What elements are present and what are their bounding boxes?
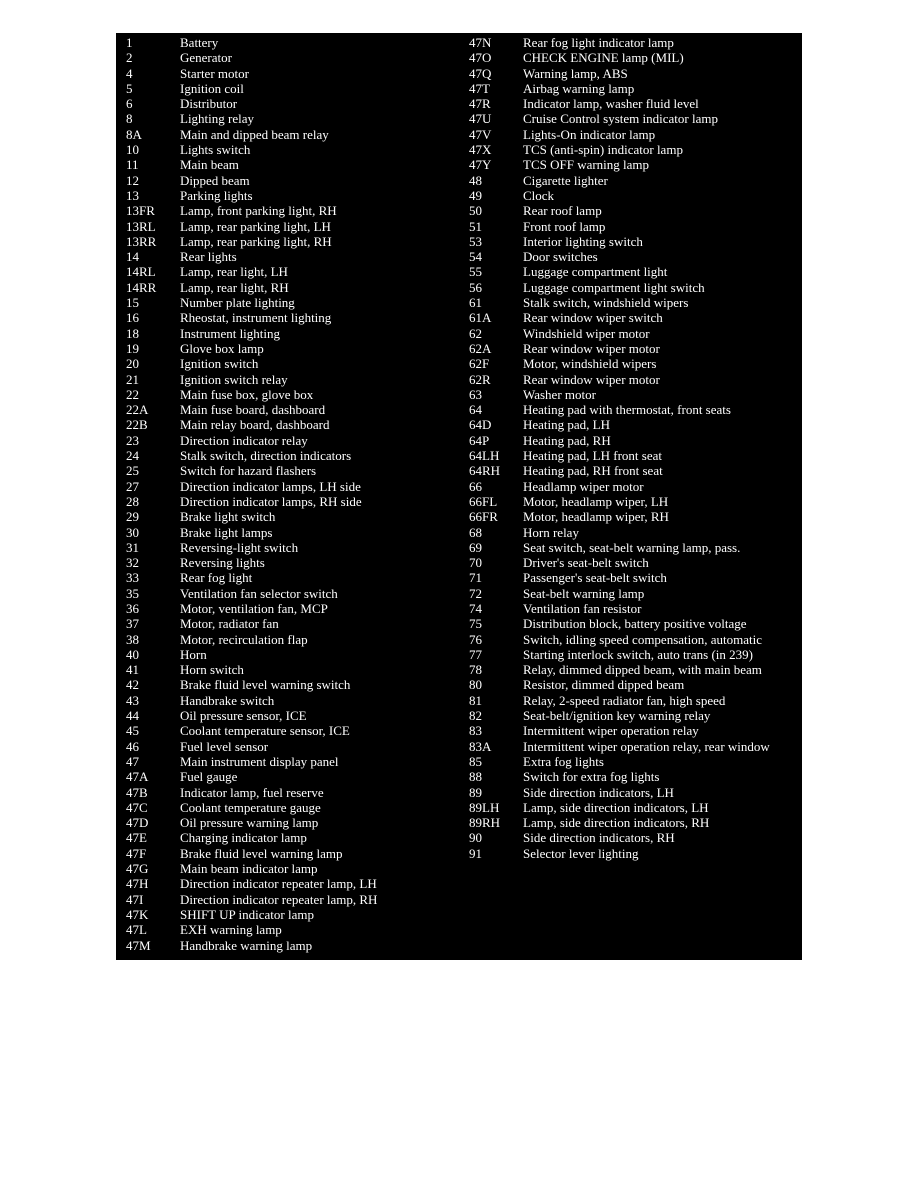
component-number: 64P bbox=[469, 432, 490, 448]
component-description: Parking lights bbox=[180, 187, 253, 203]
component-number: 41 bbox=[126, 662, 139, 678]
component-description: Rear fog light indicator lamp bbox=[523, 35, 674, 50]
component-description: SHIFT UP indicator lamp bbox=[180, 906, 314, 922]
component-description: Intermittent wiper operation relay bbox=[523, 723, 699, 739]
component-number: 77 bbox=[469, 646, 482, 662]
component-number: 47U bbox=[469, 111, 492, 127]
component-description: Rear window wiper switch bbox=[523, 310, 663, 326]
component-description: Motor, recirculation flap bbox=[180, 631, 308, 647]
component-description: Fuel level sensor bbox=[180, 738, 269, 754]
component-number: 14 bbox=[126, 249, 139, 265]
component-number: 22 bbox=[126, 386, 139, 402]
component-number: 12 bbox=[126, 172, 139, 188]
component-description: Distribution block, battery positive voltage bbox=[523, 616, 747, 632]
component-number: 47G bbox=[126, 861, 149, 877]
component-number: 30 bbox=[126, 524, 139, 540]
component-description: Direction indicator repeater lamp, LH bbox=[180, 876, 377, 892]
component-number: 6 bbox=[126, 96, 133, 112]
component-description: Handbrake warning lamp bbox=[180, 937, 313, 953]
component-number: 28 bbox=[126, 493, 139, 509]
component-description: Coolant temperature sensor, ICE bbox=[180, 723, 350, 739]
component-description: CHECK ENGINE lamp (MIL) bbox=[523, 50, 684, 66]
component-number: 13 bbox=[126, 187, 139, 203]
component-number: 14RR bbox=[126, 279, 157, 295]
component-description: Direction indicator relay bbox=[180, 432, 308, 448]
component-description: Cigarette lighter bbox=[523, 172, 608, 188]
component-description: Seat switch, seat-belt warning lamp, pass. bbox=[523, 539, 741, 555]
component-number: 47T bbox=[469, 80, 490, 96]
component-number: 22A bbox=[126, 402, 149, 418]
component-description: Main fuse box, glove box bbox=[180, 386, 314, 402]
component-description: Number plate lighting bbox=[180, 295, 295, 311]
component-number: 88 bbox=[469, 769, 482, 785]
component-description: Heating pad, RH front seat bbox=[523, 463, 663, 479]
component-description: Switch, idling speed compensation, automatic bbox=[523, 631, 763, 647]
component-number: 47O bbox=[469, 50, 492, 66]
component-description: Airbag warning lamp bbox=[523, 80, 635, 96]
component-number: 47F bbox=[126, 845, 147, 861]
component-description: Lamp, side direction indicators, LH bbox=[523, 799, 709, 815]
component-description: Distributor bbox=[180, 96, 238, 112]
component-description: Lights-On indicator lamp bbox=[523, 126, 656, 142]
component-number: 63 bbox=[469, 386, 482, 402]
component-description: TCS OFF warning lamp bbox=[523, 157, 650, 173]
component-number: 47B bbox=[126, 784, 148, 800]
component-number: 13FR bbox=[126, 203, 155, 219]
component-number: 4 bbox=[126, 65, 133, 81]
component-description: Front roof lamp bbox=[523, 218, 606, 234]
component-description: Horn switch bbox=[180, 662, 244, 678]
component-description: Lights switch bbox=[180, 142, 251, 158]
component-number: 82 bbox=[469, 708, 482, 724]
component-description: Starting interlock switch, auto trans (in 239) bbox=[523, 646, 753, 662]
component-description: Motor, headlamp wiper, LH bbox=[523, 493, 669, 509]
component-description: Motor, windshield wipers bbox=[523, 356, 657, 372]
component-number: 76 bbox=[469, 631, 482, 647]
component-description: Oil pressure sensor, ICE bbox=[180, 708, 307, 724]
component-description: Side direction indicators, LH bbox=[523, 784, 674, 800]
component-number: 27 bbox=[126, 478, 139, 494]
component-number: 47X bbox=[469, 142, 492, 158]
component-number: 80 bbox=[469, 677, 482, 693]
component-description: Brake fluid level warning lamp bbox=[180, 845, 343, 861]
component-number: 48 bbox=[469, 172, 482, 188]
component-number: 8 bbox=[126, 111, 133, 127]
component-description: Main relay board, dashboard bbox=[180, 417, 330, 433]
component-description: Brake light switch bbox=[180, 509, 276, 525]
component-number: 47H bbox=[126, 876, 149, 892]
component-description: Brake fluid level warning switch bbox=[180, 677, 351, 693]
component-number: 42 bbox=[126, 677, 139, 693]
component-description: Direction indicator lamps, RH side bbox=[180, 493, 362, 509]
component-number: 72 bbox=[469, 585, 482, 601]
component-number: 81 bbox=[469, 692, 482, 708]
component-description: Extra fog lights bbox=[523, 753, 604, 769]
component-number: 47R bbox=[469, 96, 491, 112]
component-description: Intermittent wiper operation relay, rear window bbox=[523, 738, 770, 754]
component-number: 47A bbox=[126, 769, 149, 785]
component-description: Luggage compartment light switch bbox=[523, 279, 705, 295]
component-number: 40 bbox=[126, 646, 139, 662]
component-description: Generator bbox=[180, 50, 232, 66]
component-description: Rear roof lamp bbox=[523, 203, 602, 219]
component-number: 62 bbox=[469, 325, 482, 341]
component-number: 62F bbox=[469, 356, 490, 372]
component-number: 70 bbox=[469, 555, 482, 571]
component-number: 47 bbox=[126, 753, 139, 769]
component-description: Battery bbox=[180, 35, 219, 50]
component-number: 55 bbox=[469, 264, 482, 280]
component-description: Rheostat, instrument lighting bbox=[180, 310, 332, 326]
component-description: Dipped beam bbox=[180, 172, 250, 188]
component-description: Lamp, front parking light, RH bbox=[180, 203, 337, 219]
component-description: Main beam indicator lamp bbox=[180, 861, 318, 877]
component-description: Oil pressure warning lamp bbox=[180, 815, 319, 831]
component-number: 47C bbox=[126, 799, 148, 815]
component-number: 64LH bbox=[469, 448, 500, 464]
component-description: Brake light lamps bbox=[180, 524, 273, 540]
component-description: Charging indicator lamp bbox=[180, 830, 307, 846]
component-number: 38 bbox=[126, 631, 139, 647]
component-number: 66FL bbox=[469, 493, 498, 509]
component-number: 83 bbox=[469, 723, 482, 739]
component-description: Seat-belt/ignition key warning relay bbox=[523, 708, 711, 724]
component-description: Ignition switch relay bbox=[180, 371, 288, 387]
component-number: 44 bbox=[126, 708, 139, 724]
component-description: Motor, radiator fan bbox=[180, 616, 279, 632]
component-number: 29 bbox=[126, 509, 139, 525]
component-description: Rear window wiper motor bbox=[523, 340, 660, 356]
component-legend-table bbox=[116, 33, 802, 960]
component-description: Driver's seat-belt switch bbox=[523, 555, 649, 571]
component-description: Seat-belt warning lamp bbox=[523, 585, 645, 601]
component-number: 14RL bbox=[126, 264, 156, 280]
component-description: Stalk switch, windshield wipers bbox=[523, 295, 689, 311]
component-number: 47I bbox=[126, 891, 144, 907]
component-number: 16 bbox=[126, 310, 139, 326]
component-number: 19 bbox=[126, 340, 139, 356]
component-description: Switch for hazard flashers bbox=[180, 463, 317, 479]
component-number: 8A bbox=[126, 126, 142, 142]
component-number: 46 bbox=[126, 738, 139, 754]
component-description: Heating pad, LH bbox=[523, 417, 611, 433]
component-number: 89RH bbox=[469, 815, 501, 831]
component-description: Ventilation fan selector switch bbox=[180, 585, 338, 601]
component-description: Heating pad with thermostat, front seats bbox=[523, 402, 731, 418]
component-number: 5 bbox=[126, 80, 133, 96]
component-number: 85 bbox=[469, 753, 482, 769]
component-description: Lamp, rear light, RH bbox=[180, 279, 289, 295]
component-number: 66FR bbox=[469, 509, 498, 525]
component-description: Cruise Control system indicator lamp bbox=[523, 111, 718, 127]
component-description: Horn relay bbox=[523, 524, 579, 540]
component-number: 56 bbox=[469, 279, 482, 295]
component-description: Windshield wiper motor bbox=[523, 325, 650, 341]
component-number: 61A bbox=[469, 310, 492, 326]
component-number: 47Y bbox=[469, 157, 492, 173]
component-description: Rear fog light bbox=[180, 570, 253, 586]
component-description: Lamp, rear light, LH bbox=[180, 264, 288, 280]
component-number: 47Q bbox=[469, 65, 492, 81]
component-description: Main instrument display panel bbox=[180, 753, 339, 769]
component-number: 89LH bbox=[469, 799, 500, 815]
component-description: Clock bbox=[523, 187, 555, 203]
component-number: 53 bbox=[469, 233, 482, 249]
component-number: 24 bbox=[126, 448, 139, 464]
component-description: Relay, dimmed dipped beam, with main beam bbox=[523, 662, 762, 678]
component-number: 13RR bbox=[126, 233, 157, 249]
component-description: Ignition coil bbox=[180, 80, 244, 96]
component-number: 13RL bbox=[126, 218, 156, 234]
component-description: Door switches bbox=[523, 249, 598, 265]
component-description: Luggage compartment light bbox=[523, 264, 668, 280]
component-description: Fuel gauge bbox=[180, 769, 238, 785]
component-description: Direction indicator repeater lamp, RH bbox=[180, 891, 378, 907]
component-number: 83A bbox=[469, 738, 492, 754]
component-number: 62A bbox=[469, 340, 492, 356]
component-description: Lamp, side direction indicators, RH bbox=[523, 815, 710, 831]
component-number: 71 bbox=[469, 570, 482, 586]
component-description: Motor, ventilation fan, MCP bbox=[180, 600, 328, 616]
component-number: 47K bbox=[126, 906, 149, 922]
component-description: Heating pad, RH bbox=[523, 432, 611, 448]
component-description: Indicator lamp, fuel reserve bbox=[180, 784, 324, 800]
component-description: Reversing-light switch bbox=[180, 539, 299, 555]
component-number: 66 bbox=[469, 478, 482, 494]
component-description: Washer motor bbox=[523, 386, 596, 402]
component-description: Switch for extra fog lights bbox=[523, 769, 660, 785]
component-description: Lamp, rear parking light, LH bbox=[180, 218, 331, 234]
component-description: TCS (anti-spin) indicator lamp bbox=[523, 142, 683, 158]
component-number: 75 bbox=[469, 616, 482, 632]
component-number: 32 bbox=[126, 555, 139, 571]
component-number: 78 bbox=[469, 662, 482, 678]
component-number: 91 bbox=[469, 845, 482, 861]
component-number: 21 bbox=[126, 371, 139, 387]
component-number: 61 bbox=[469, 295, 482, 311]
component-number: 49 bbox=[469, 187, 482, 203]
component-description: Coolant temperature gauge bbox=[180, 799, 321, 815]
component-number: 50 bbox=[469, 203, 482, 219]
component-number: 10 bbox=[126, 142, 139, 158]
component-number: 62R bbox=[469, 371, 491, 387]
component-description: Glove box lamp bbox=[180, 340, 264, 356]
component-number: 89 bbox=[469, 784, 482, 800]
component-number: 15 bbox=[126, 295, 139, 311]
component-number: 36 bbox=[126, 600, 139, 616]
component-number: 64D bbox=[469, 417, 492, 433]
component-number: 2 bbox=[126, 50, 133, 66]
component-number: 1 bbox=[126, 35, 133, 50]
component-description: Main and dipped beam relay bbox=[180, 126, 329, 142]
component-description: Starter motor bbox=[180, 65, 249, 81]
component-description: Motor, headlamp wiper, RH bbox=[523, 509, 669, 525]
component-number: 47V bbox=[469, 126, 492, 142]
component-number: 45 bbox=[126, 723, 139, 739]
component-description: Lighting relay bbox=[180, 111, 255, 127]
component-number: 33 bbox=[126, 570, 139, 586]
component-number: 11 bbox=[126, 157, 139, 173]
component-number: 69 bbox=[469, 539, 482, 555]
component-number: 47N bbox=[469, 35, 492, 50]
component-description: Heating pad, LH front seat bbox=[523, 448, 662, 464]
component-number: 20 bbox=[126, 356, 139, 372]
component-number: 35 bbox=[126, 585, 139, 601]
component-number: 47L bbox=[126, 922, 147, 938]
component-number: 47M bbox=[126, 937, 151, 953]
component-number: 74 bbox=[469, 600, 482, 616]
component-description: Direction indicator lamps, LH side bbox=[180, 478, 361, 494]
component-description: Rear window wiper motor bbox=[523, 371, 660, 387]
component-number: 47E bbox=[126, 830, 147, 846]
component-description: Selector lever lighting bbox=[523, 845, 639, 861]
component-number: 22B bbox=[126, 417, 148, 433]
component-number: 43 bbox=[126, 692, 139, 708]
component-number: 23 bbox=[126, 432, 139, 448]
component-description: Main fuse board, dashboard bbox=[180, 402, 326, 418]
component-description: EXH warning lamp bbox=[180, 922, 282, 938]
component-description: Passenger's seat-belt switch bbox=[523, 570, 667, 586]
component-number: 25 bbox=[126, 463, 139, 479]
component-number: 64 bbox=[469, 402, 482, 418]
component-description: Ventilation fan resistor bbox=[523, 600, 642, 616]
component-description: Ignition switch bbox=[180, 356, 259, 372]
component-description: Reversing lights bbox=[180, 555, 265, 571]
component-description: Horn bbox=[180, 646, 207, 662]
component-number: 18 bbox=[126, 325, 139, 341]
component-number: 54 bbox=[469, 249, 482, 265]
component-description: Relay, 2-speed radiator fan, high speed bbox=[523, 692, 726, 708]
component-description: Headlamp wiper motor bbox=[523, 478, 644, 494]
component-description: Instrument lighting bbox=[180, 325, 281, 341]
component-description: Side direction indicators, RH bbox=[523, 830, 675, 846]
component-description: Rear lights bbox=[180, 249, 237, 265]
component-description: Warning lamp, ABS bbox=[523, 65, 628, 81]
component-number: 90 bbox=[469, 830, 482, 846]
component-description: Indicator lamp, washer fluid level bbox=[523, 96, 699, 112]
component-description: Handbrake switch bbox=[180, 692, 275, 708]
component-description: Lamp, rear parking light, RH bbox=[180, 233, 332, 249]
component-description: Stalk switch, direction indicators bbox=[180, 448, 352, 464]
component-description: Interior lighting switch bbox=[523, 233, 643, 249]
component-number: 68 bbox=[469, 524, 482, 540]
component-description: Main beam bbox=[180, 157, 239, 173]
component-number: 47D bbox=[126, 815, 149, 831]
component-number: 31 bbox=[126, 539, 139, 555]
component-number: 51 bbox=[469, 218, 482, 234]
component-number: 64RH bbox=[469, 463, 501, 479]
component-description: Resistor, dimmed dipped beam bbox=[523, 677, 685, 693]
component-number: 37 bbox=[126, 616, 139, 632]
